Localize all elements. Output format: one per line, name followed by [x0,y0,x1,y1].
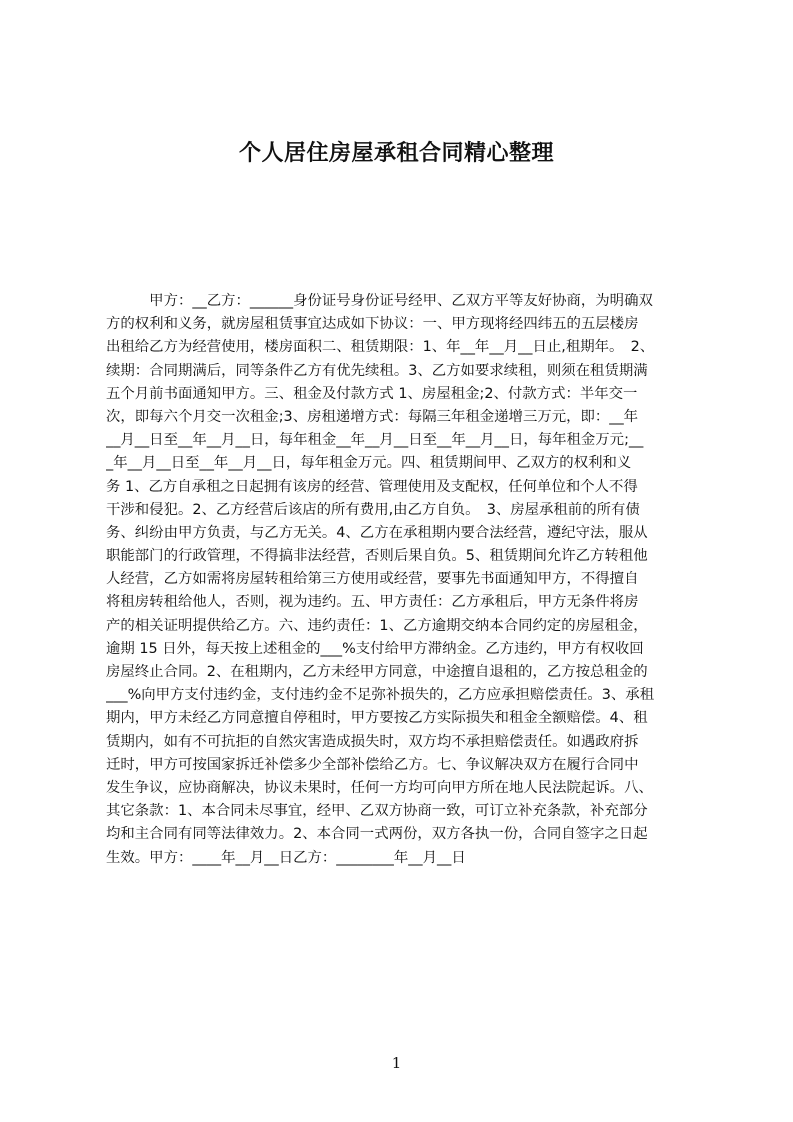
body-line: 务、纠纷由甲方负责，与乙方无关。4、乙方在承租期内要合法经营，遵纪守法，服从 [106,524,648,541]
body-line: 发生争议，应协商解决，协议未果时，任何一方均可向甲方所在地人民法院起诉。八、 [106,779,653,796]
body-line: ___%向甲方支付违约金，支付违约金不足弥补损失的，乙方应承担赔偿责任。3、承租 [106,687,655,704]
body-line: 将租房转租给他人，否则，视为违约。五、甲方责任：乙方承租后，甲方无条件将房 [106,594,639,611]
document-title: 个人居住房屋承租合同精心整理 [238,141,554,166]
body-line: __月__日至__年__月__日，每年租金__年__月__日至__年__月__日，每年租金万元;__ [106,432,644,449]
body-line: 赁期内，如有不可抗拒的自然灾害造成损失时，双方均不承担赔偿责任。如遇政府拆 [106,733,639,750]
body-line: 人经营，乙方如需将房屋转租给第三方使用或经营，要事先书面通知甲方，不得擅自 [106,571,639,588]
body-line: 逾期 15 日外，每天按上述租金的___%支付给甲方滞纳金。乙方违约，甲方有权收回 [106,640,644,657]
body-line: 出租给乙方为经营使用，楼房面积二、租赁期限：1、年__年__月__日止,租期年。 2、 [106,339,655,356]
body-line: 续期：合同期满后，同等条件乙方有优先续租。3、乙方如要求续租，则须在租赁期满 [106,362,648,379]
body-line: 职能部门的行政管理，不得搞非法经营，否则后果自负。5、租赁期间允许乙方转租他 [106,548,648,565]
body-line: 其它条款：1、本合同未尽事宜，经甲、乙双方协商一致，可订立补充条款，补充部分 [106,803,648,820]
body-line: 生效。甲方：____年__月__日乙方：________年__月__日 [106,849,466,866]
body-line: 均和主合同有同等法律效力。2、本合同一式两份，双方各执一份，合同自签字之日起 [106,826,648,843]
body-line: 期内，甲方未经乙方同意擅自停租时，甲方要按乙方实际损失和租金全额赔偿。4、租 [106,710,648,727]
body-line: 甲方：__乙方：______身份证号身份证号经甲、乙双方平等友好协商，为明确双 [106,293,653,309]
body-line: 房屋终止合同。2、在租期内，乙方未经甲方同意，中途擅自退租的，乙方按总租金的 [106,664,648,680]
body-line: 方的权利和义务，就房屋租赁事宜达成如下协议：一、甲方现将经四纬五的五层楼房 [106,316,639,333]
body-line: 五个月前书面通知甲方。三、租金及付款方式 1、房屋租金;2、付款方式：半年交一 [106,385,638,402]
body-line: 务 1、乙方自承租之日起拥有该房的经营、管理使用及支配权，任何单位和个人不得 [106,478,638,495]
contract-body [106,290,697,870]
body-line: _年__月__日至__年__月__日，每年租金万元。四、租赁期间甲、乙双方的权利和义 [106,455,632,472]
body-line: 干涉和侵犯。2、乙方经营后该店的所有费用,由乙方自负。 3、房屋承租前的所有债 [106,501,640,518]
body-line: 次，即每六个月交一次租金;3、房租递增方式：每隔三年租金递增三万元，即：__年 [106,408,639,425]
body-line: 产的相关证明提供给乙方。六、违约责任：1、乙方逾期交纳本合同约定的房屋租金， [106,617,648,634]
body-line: 迁时，甲方可按国家拆迁补偿多少全部补偿给乙方。七、争议解决双方在履行合同中 [106,756,639,773]
page-number: 1 [391,1054,402,1072]
